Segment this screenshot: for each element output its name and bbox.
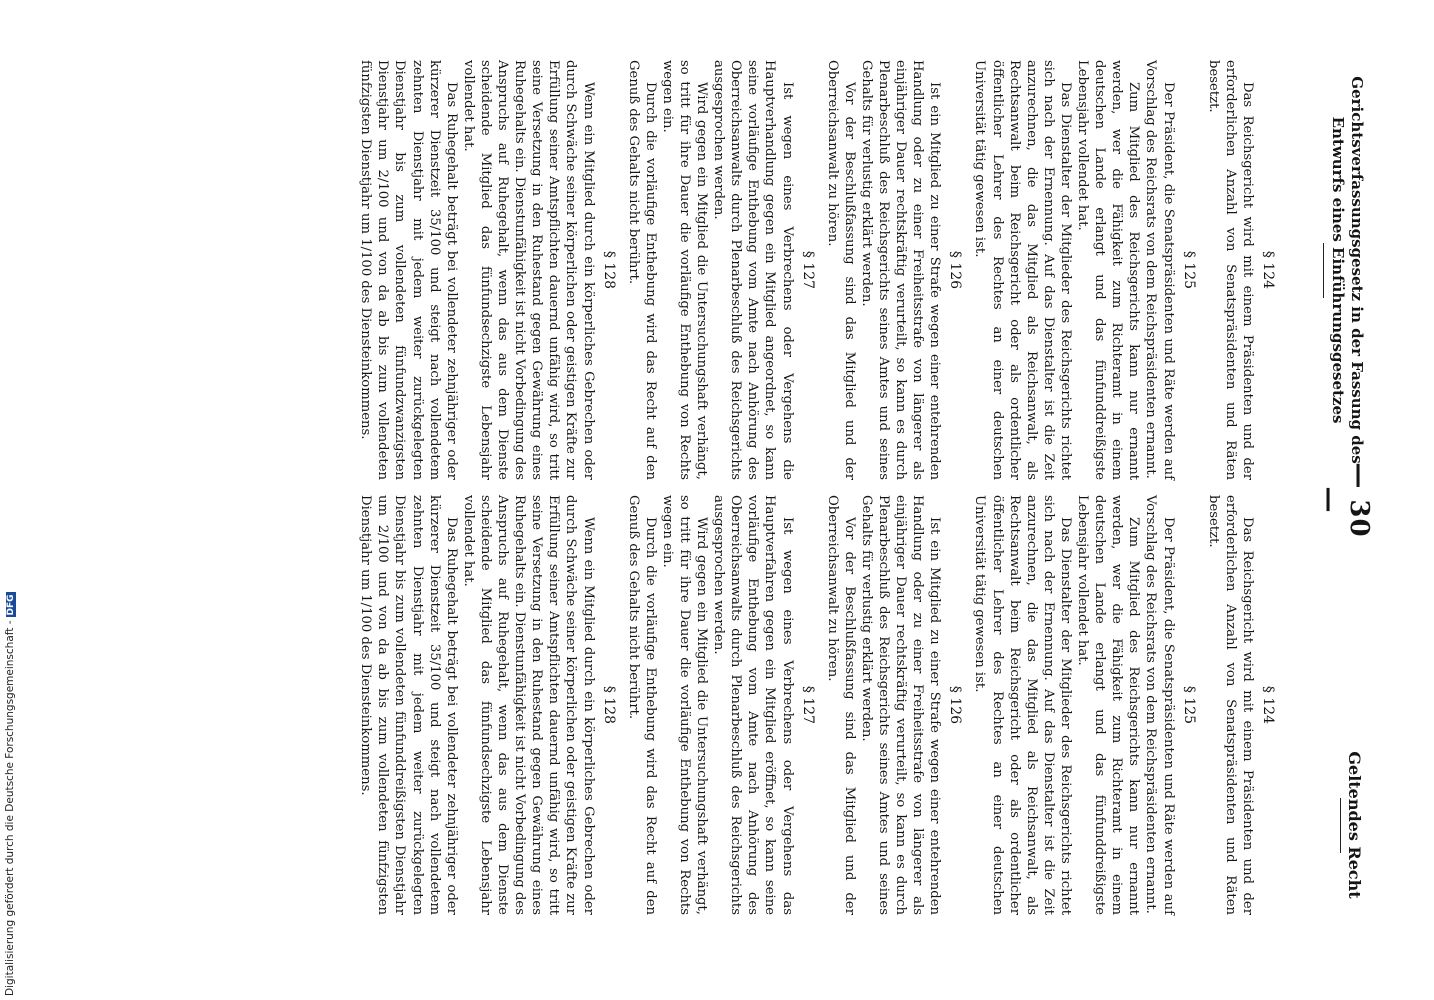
- left-column-title: [1323, 60, 1366, 480]
- section-paragraph: Wenn ein Mitglied durch ein körperliches Gebrechen oder durch Schwäche seiner körperlichen oder geistigen Kräfte zur Erfüllung seiner Amtspflichten dauernd unfähig wird, so tritt seine Versetzung in den Ruhestand gegen Gewährung eines Ruhegehalts ein. Dienstunfähigkeit ist nicht Vorbedingung des Anspruchs auf Ruhegehalt, wenn das aus dem Dienste scheidende Mitglied das fünfundsechzigste Lebensjahr vollendet hat.: [460, 60, 596, 480]
- section-paragraph: Das Dienstalter der Mitglieder des Reichsgerichts richtet sich nach der Ernennung. Auf das Dienstalter ist die Zeit anzurechnen, die das Mitglied als Reichsanwalt, als Rechtsanwalt beim Reichsgericht oder als ordentlicher öffentlicher Lehrer des Rechtes an einer deutschen Universität tätig gewesen ist.: [972, 60, 1073, 480]
- section-paragraph: Zum Mitglied des Reichsgerichts kann nur ernannt werden, wer die Fähigkeit zum Richteramt in einem deutschen Lande erlangt und das fünfunddreißigste Lebensjahr vollendet hat.: [1075, 495, 1142, 915]
- section-paragraph: Der Präsident, die Senatspräsidenten und Räte werden auf Vorschlag des Reichsrats von dem Reichspräsidenten ernannt.: [1143, 495, 1176, 915]
- section-paragraph: Das Ruhegehalt beträgt bei vollendeter zehnjähriger oder kürzerer Dienstzeit 35/100 und steigt nach vollendetem zehnten Dienstjahr mit jedem weiter zurückgelegten Dienstjahr bis zum vollendeten fünfunddreißigsten Dienstjahr um 2/100 und von da ab bis zum vollendeten fünfzigsten Dienstjahr um 1/100 des Diensteinkommens.: [358, 495, 459, 915]
- section-paragraph: Durch die vorläufige Enthebung wird das Recht auf den Genuß des Gehalts nicht berührt.: [625, 60, 658, 480]
- section-heading: § 127: [799, 685, 816, 725]
- section-paragraph: Ist ein Mitglied zu einer Strafe wegen einer entehrenden Handlung oder zu einer Freiheitsstrafe von längerer als einjähriger Dauer rechtskräftig verurteilt, so kann es durch Plenarbeschluß des Reichsgerichts seines Amtes und seines Gehalts für verlustig erklärt werden.: [858, 495, 943, 915]
- section-paragraph: Das Reichsgericht wird mit einem Präsidenten und der erforderlichen Anzahl von Senatspräsidenten und Räten besetzt.: [1205, 60, 1255, 480]
- section-paragraph: Wird gegen ein Mitglied die Untersuchungshaft verhängt, so tritt für ihre Dauer die vorläufige Enthebung von Rechts wegen ein.: [659, 60, 710, 480]
- left-column: [357, 60, 1284, 480]
- section: [625, 495, 816, 915]
- right-column-title: [1340, 745, 1364, 905]
- title-rule: [1323, 243, 1324, 298]
- section-heading: § 128: [600, 685, 617, 725]
- section: [357, 495, 616, 915]
- section-paragraph: Das Reichsgericht wird mit einem Präsidenten und der erforderlichen Anzahl von Senatspräsidenten und Räten besetzt.: [1205, 495, 1255, 915]
- page-header: [1314, 0, 1374, 1000]
- section: [1205, 60, 1276, 480]
- section-heading: § 126: [947, 250, 964, 290]
- title-rule: [1340, 798, 1341, 853]
- section-paragraph: Vor der Beschlußfassung sind das Mitglied und der Oberreichsanwalt zu hören.: [824, 495, 857, 915]
- section-paragraph: Ist wegen eines Verbrechens oder Vergehens das Hauptverfahren gegen ein Mitglied eröffnet, so kann seine vorläufige Enthebung vom Amte nach Anhörung des Oberreichsanwalts durch Plenarbeschluß des Reichsgerichts ausgesprochen werden.: [711, 495, 795, 915]
- section-heading: § 125: [1180, 250, 1197, 290]
- section-paragraph: Zum Mitglied des Reichsgerichts kann nur ernannt werden, wer die Fähigkeit zum Richteramt in einem deutschen Lande erlangt und das fünfunddreißigste Lebensjahr vollendet hat.: [1075, 60, 1142, 480]
- section-heading: § 126: [947, 685, 964, 725]
- section-paragraph: Das Ruhegehalt beträgt bei vollendeter zehnjähriger oder kürzerer Dienstzeit 35/100 und steigt nach vollendetem zehnten Dienstjahr mit jedem weiter zurückgelegten Dienstjahr bis zum vollendeten fünfundzwanzigsten Dienstjahr um 2/100 und von da ab bis zum vollendeten fünfzigsten Dienstjahr um 1/100 des Diensteinkommens.: [358, 60, 459, 480]
- page-number: — 30 —: [1314, 462, 1374, 538]
- section-heading: § 128: [600, 250, 617, 290]
- section-paragraph: Wenn ein Mitglied durch ein körperliches Gebrechen oder durch Schwäche seiner körperlichen oder geistigen Kräfte zur Erfüllung seiner Amtspflichten dauernd unfähig wird, so tritt seine Versetzung in den Ruhestand gegen Gewährung eines Ruhegehalts ein. Dienstunfähigkeit ist nicht Vorbedingung des Anspruchs auf Ruhegehalt, wenn das aus dem Dienste scheidende Mitglied das fünfundsechzigste Lebensjahr vollendet hat.: [460, 495, 596, 915]
- section: [971, 60, 1196, 480]
- section: [824, 495, 964, 915]
- left-column-title-text: Gerichtsverfassungsgesetz in der Fassung des Entwurfs eines Einführungsgesetzes: [1329, 76, 1366, 464]
- section-paragraph: Durch die vorläufige Enthebung wird das Recht auf den Genuß des Gehalts nicht berührt.: [625, 495, 658, 915]
- section-heading: § 124: [1260, 250, 1276, 290]
- section: [1205, 495, 1276, 915]
- right-column-title-text: Geltendes Recht: [1345, 751, 1364, 899]
- right-column: [357, 495, 1284, 915]
- section: [357, 60, 616, 480]
- section: [625, 60, 816, 480]
- section-paragraph: Wird gegen ein Mitglied die Untersuchungshaft verhängt, so tritt für ihre Dauer die vorläufige Enthebung von Rechts wegen ein.: [659, 495, 710, 915]
- section: [824, 60, 964, 480]
- section-paragraph: Ist wegen eines Verbrechens oder Vergehens die Hauptverhandlung gegen ein Mitglied angeordnet, so kann seine vorläufige Enthebung vom Amte nach Anhörung des Oberreichsanwalts durch Plenarbeschluß des Reichsgerichts ausgesprochen werden.: [711, 60, 795, 480]
- section-paragraph: Das Dienstalter der Mitglieder des Reichsgerichts richtet sich nach der Ernennung. Auf das Dienstalter ist die Zeit anzurechnen, die das Mitglied als Reichsanwalt, als Rechtsanwalt beim Reichsgericht oder als ordentlicher öffentlicher Lehrer des Rechtes an einer deutschen Universität tätig gewesen ist.: [972, 495, 1073, 915]
- stamp-text: Digitalisierung gefördert durch die Deutsche Forschungsgemeinschaft -: [4, 620, 16, 996]
- section-paragraph: Vor der Beschlußfassung sind das Mitglied und der Oberreichsanwalt zu hören.: [824, 60, 857, 480]
- digitization-stamp: [4, 16, 24, 996]
- section-heading: § 127: [799, 250, 816, 290]
- dfg-logo: DFG: [6, 594, 16, 616]
- section: [971, 495, 1196, 915]
- section-heading: § 125: [1180, 685, 1197, 725]
- section-heading: § 124: [1260, 685, 1276, 725]
- section-paragraph: Der Präsident, die Senatspräsidenten und Räte werden auf Vorschlag des Reichsrats von dem Reichspräsidenten ernannt.: [1143, 60, 1176, 480]
- section-paragraph: Ist ein Mitglied zu einer Strafe wegen einer entehrenden Handlung oder zu einer Freiheitsstrafe von längerer als einjähriger Dauer rechtskräftig verurteilt, so kann es durch Plenarbeschluß des Reichsgerichts seines Amtes und seines Gehalts für verlustig erklärt werden.: [858, 60, 943, 480]
